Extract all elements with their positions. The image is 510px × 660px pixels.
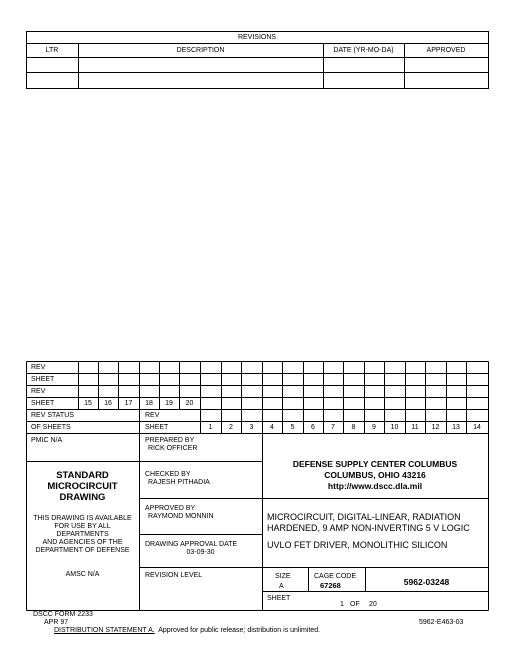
checked-by-name: RAJESH PITHADIA <box>148 479 210 486</box>
sheet-label-3: SHEET <box>145 424 169 431</box>
approved-by-label: APPROVED BY <box>145 505 196 512</box>
form-code: 5962-E463-03 <box>419 619 464 626</box>
distribution-statement-label: DISTRIBUTION STATEMENT A. <box>54 627 155 634</box>
prepared-by-label: PREPARED BY <box>145 437 195 444</box>
sheet-number-cell: 5 <box>290 424 295 431</box>
sheet-label-title: SHEET <box>267 595 291 602</box>
drawing-number: 5962-03248 <box>403 577 450 587</box>
standard-line-3: DRAWING <box>59 492 106 503</box>
size-label: SIZE <box>275 573 291 580</box>
sheet-label-1: SHEET <box>31 376 55 383</box>
availability-line-1: THIS DRAWING IS AVAILABLE <box>33 515 132 522</box>
rev-status-label: REV STATUS <box>31 412 74 419</box>
sheet-number-cell: 3 <box>249 424 254 431</box>
sheet-number-cell: 13 <box>452 424 460 431</box>
sheet-number-cell: 2 <box>229 424 233 431</box>
of-value: 20 <box>369 601 377 608</box>
sheet-number-cell: 20 <box>185 400 194 407</box>
dscc-url: http://www.dscc.dla.mil <box>327 481 423 491</box>
form-date: APR 97 <box>44 619 69 626</box>
sheet-number-cell: 17 <box>124 400 133 407</box>
sheet-label-2: SHEET <box>31 400 55 407</box>
approval-date-label: DRAWING APPROVAL DATE <box>145 541 238 548</box>
form-number: DSCC FORM 2233 <box>33 611 93 618</box>
availability-line-5: DEPARTMENT OF DEFENSE <box>35 547 130 554</box>
distribution-statement <box>54 627 320 635</box>
dscc-name: DEFENSE SUPPLY CENTER COLUMBUS <box>292 459 458 469</box>
size-value: A <box>279 583 284 590</box>
sheet-number-cell: 4 <box>270 424 274 431</box>
sheet-number-cell: 15 <box>84 400 92 407</box>
drawing-title-line-3: UVLO FET DRIVER, MONOLITHIC SILICON <box>267 540 448 550</box>
date-header: DATE (YR-MO-DA) <box>333 47 394 54</box>
cage-code-value: 67268 <box>320 581 341 590</box>
drawing-title-line-1: MICROCIRCUIT, DIGITAL-LINEAR, RADIATION <box>267 512 461 522</box>
rev-label-2: REV <box>31 388 46 395</box>
sheet-number-cell: 14 <box>473 424 481 431</box>
sheet-number-cell: 16 <box>104 400 112 407</box>
ltr-header: LTR <box>45 47 59 54</box>
revision-level-label: REVISION LEVEL <box>145 572 203 579</box>
sheet-number-cell: 11 <box>411 424 419 431</box>
prepared-by-name: RICK OFFICER <box>148 445 198 452</box>
sheet-value: 1 <box>340 601 344 608</box>
distribution-statement-text: Approved for public release; distribution is unlimited. <box>154 627 321 634</box>
availability-line-3: DEPARTMENTS <box>56 531 109 538</box>
amsc-label: AMSC N/A <box>65 571 100 578</box>
sheet-number-cell: 7 <box>331 424 335 431</box>
rev-label-3: REV <box>145 412 160 419</box>
sheet-number-cell: 1 <box>208 424 213 431</box>
sheet-number-cell: 10 <box>390 424 399 431</box>
dscc-address: COLUMBUS, OHIO 43216 <box>324 470 426 480</box>
of-sheets-label: OF SHEETS <box>31 424 71 431</box>
sheet-number-cell: 8 <box>351 424 356 431</box>
sheet-number-cell: 19 <box>165 400 173 407</box>
availability-line-4: AND AGENCIES OF THE <box>42 539 123 546</box>
standard-line-1: STANDARD <box>56 470 109 481</box>
checked-by-label: CHECKED BY <box>145 471 191 478</box>
approval-date-value: 03-09-30 <box>186 549 215 556</box>
rev-label-1: REV <box>31 364 46 371</box>
sheet-number-cell: 18 <box>145 400 153 407</box>
sheet-number-cell: 9 <box>372 424 376 431</box>
revisions-title: REVISIONS <box>237 34 277 41</box>
sheet-number-cell: 6 <box>311 424 315 431</box>
of-label: OF <box>350 601 360 608</box>
standard-line-2: MICROCIRCUIT <box>47 481 118 492</box>
drawing-title-line-2: HARDENED, 9 AMP NON-INVERTING 5 V LOGIC <box>267 523 470 533</box>
description-header: DESCRIPTION <box>176 47 225 54</box>
cage-code-label: CAGE CODE <box>314 573 357 580</box>
pmic-label: PMIC N/A <box>31 437 63 444</box>
availability-line-2: FOR USE BY ALL <box>54 523 111 530</box>
approved-header: APPROVED <box>426 47 466 54</box>
approved-by-name: RAYMOND MONNIN <box>148 513 214 520</box>
sheet-number-cell: 12 <box>431 424 440 431</box>
